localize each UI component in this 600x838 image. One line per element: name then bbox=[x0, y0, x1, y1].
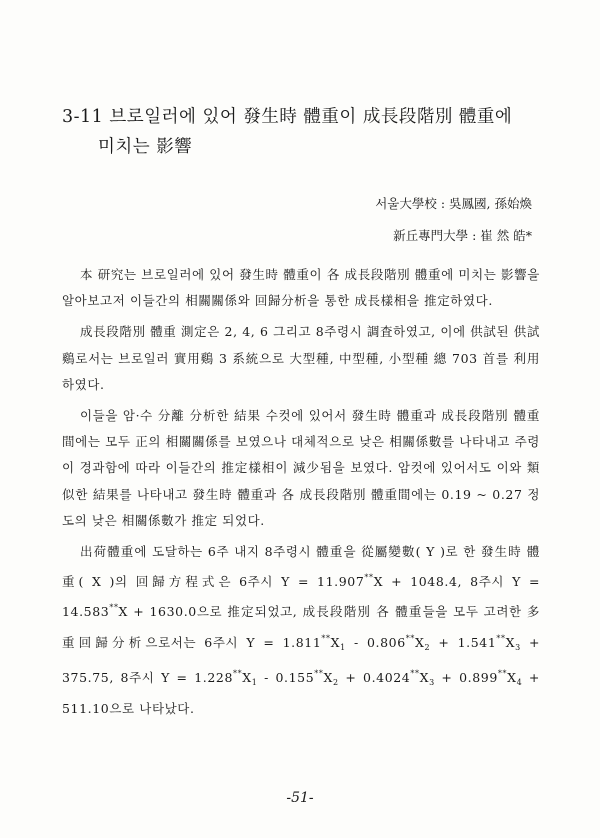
p4-mid-2: 으로 推定되었고, 成長段階別 各 體重들을 모두 고려한 多重回歸分析으로서는 6주시 bbox=[62, 604, 540, 650]
author-block bbox=[375, 188, 532, 252]
author-line-2: 新丘專門大學 : 崔 然 皓* bbox=[393, 228, 532, 243]
author-line-1: 서울大學校 : 吳鳳國, 孫始煥 bbox=[375, 196, 532, 211]
p4-intro: 出荷體重에 도달하는 6주 내지 8주령시 體重을 從屬變數( Y )로 한 發生時 體重( X )의 回歸方程式은 6주시 bbox=[62, 544, 540, 590]
abstract-paragraph-3: 이들을 암·수 分離 分析한 結果 수컷에 있어서 發生時 體重과 成長段階別 體重間에는 모두 正의 相關關係를 보였으나 대체적으로 낮은 相關係數를 나타내고 주령이 경과함에 따라 이들간의 推定樣相이 減少됨을 보였다. 암컷에 있어서도 이와 類似한 結果를 나타내고 發生時 體重과 各 成長段階別 體重間에는 0.19 ~ 0.27 정도의 낮은 相關係數가 推定 되었다. bbox=[62, 408, 540, 528]
regression-eq-2: Y = 14.583**X + 1630.0 bbox=[62, 574, 541, 620]
abstract-body bbox=[62, 262, 540, 727]
title-line-2: 미치는 影響 bbox=[98, 137, 193, 157]
p4-mid-3: 8주시 bbox=[120, 669, 155, 685]
abstract-paragraph-1: 本 研究는 브로일러에 있어 發生時 體重이 各 成長段階別 體重에 미치는 影響을 알아보고저 이들간의 相關關係와 回歸分析을 통한 成長樣相을 推定하였다. bbox=[62, 267, 540, 309]
regression-eq-1: Y = 11.907**X + 1048.4, bbox=[281, 573, 463, 590]
paper-title bbox=[62, 102, 562, 162]
regression-eq-3: $Y = 1.811^{**}X_1 - 0.806^{**}X_2 + 1.541^{**}X_3 + 375.75$, bbox=[62, 633, 541, 685]
regression-eq-4: $Y = 1.228^{**}X_1 - 0.155^{**}X_2 + 0.4024^{**}X_3 + 0.899^{**}X_4 + 511.10$ bbox=[62, 668, 540, 717]
page-number: -51- bbox=[286, 790, 314, 806]
abstract-paragraph-4 bbox=[62, 539, 540, 722]
p4-mid-1: 8주시 bbox=[470, 574, 505, 590]
p4-end: 으로 나타났다. bbox=[109, 701, 195, 717]
abstract-paragraph-2: 成長段階別 體重 測定은 2, 4, 6 그리고 8주령시 調査하였고, 이에 供試된 供試鷄로서는 브로일러 實用鷄 3 系統으로 大型種, 中型種, 小型種 總 703 首를 利用하였다. bbox=[62, 324, 540, 392]
title-line-1: 3-11 브로일러에 있어 發生時 體重이 成長段階別 體重에 bbox=[62, 107, 513, 127]
